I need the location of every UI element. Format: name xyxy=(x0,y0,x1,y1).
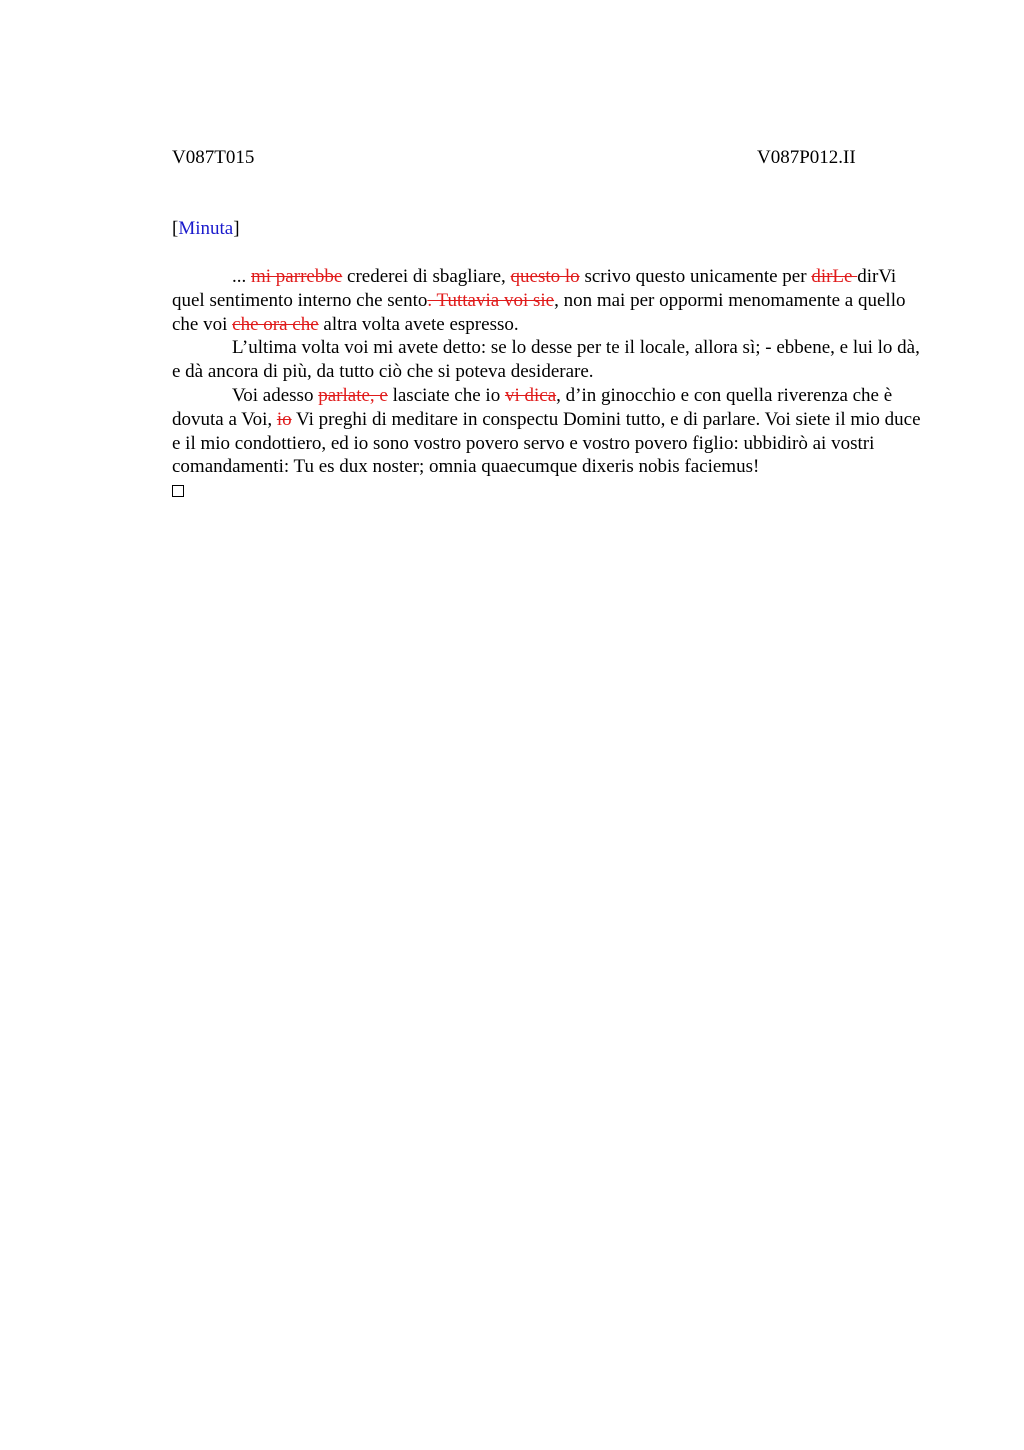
text-run: , d’in ginocchio e con quella riverenza che è dovuta a Voi, xyxy=(172,384,893,430)
square-outline-icon xyxy=(172,485,184,497)
section-label-text: Minuta xyxy=(178,218,234,239)
text-run: Vi preghi di meditare in conspectu Domini tutto, e di parlare. Voi siete il mio duce e il mio condottiero, ed io sono vostro povero servo e vostro povero figlio: ubbidirò ai vostri comandamenti: Tu es dux noster; omnia quaecumque dixeris nobis faciemus! xyxy=(172,408,921,478)
document-code-left: V087T015 xyxy=(172,147,255,168)
deleted-text: che ora che xyxy=(232,313,319,335)
paragraph-3 xyxy=(172,384,932,479)
text-run: Voi adesso xyxy=(232,384,319,406)
section-label xyxy=(172,217,240,241)
paragraph-1 xyxy=(172,265,932,336)
open-bracket: [ xyxy=(172,218,179,239)
text-run: altra volta avete espresso. xyxy=(318,313,519,335)
text-run: dirVi quel sentimento interno che sento xyxy=(172,266,897,311)
deleted-text: mi parrebbe xyxy=(251,266,343,287)
text-run: , non mai per oppormi menomamente a quello che voi xyxy=(172,289,906,335)
deleted-text: io xyxy=(276,408,292,430)
deleted-text: parlate, e xyxy=(318,384,388,406)
end-marker xyxy=(172,479,932,504)
deleted-text: dirLe xyxy=(811,266,858,287)
text-run: ... xyxy=(232,266,251,287)
deleted-text: vi dica xyxy=(504,384,557,406)
close-bracket: ] xyxy=(233,218,240,239)
deleted-text: questo lo xyxy=(510,266,580,287)
document-code-right: V087P012.II xyxy=(757,147,856,168)
text-run: scrivo questo unicamente per xyxy=(579,266,812,287)
text-run: crederei di sbagliare, xyxy=(342,266,511,287)
deleted-text: . Tuttavia voi sie xyxy=(427,289,555,311)
text-run: L’ultima volta voi mi avete detto: se lo desse per te il locale, allora sì; - ebbene, e lui lo dà, e dà ancora di più, da tutto ciò che si poteva desiderare. xyxy=(172,337,920,383)
letter-body xyxy=(172,265,932,504)
text-run: lasciate che io xyxy=(387,384,505,406)
paragraph-2 xyxy=(172,336,932,384)
